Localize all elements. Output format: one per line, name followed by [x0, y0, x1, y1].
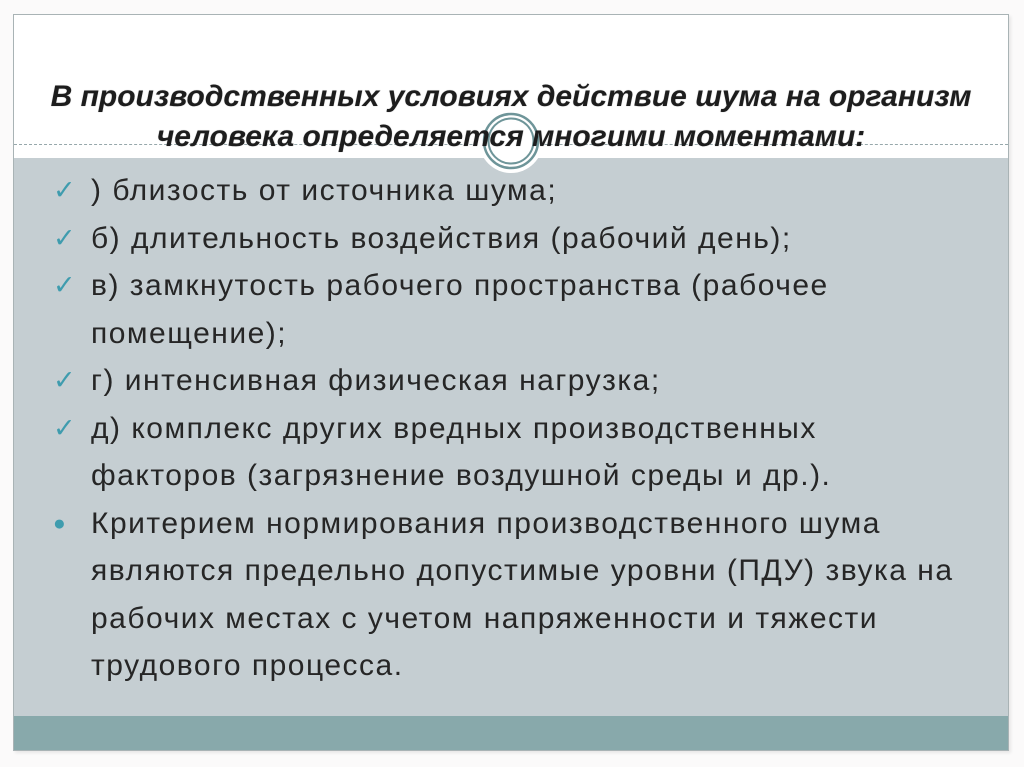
list-item — [53, 405, 968, 500]
checkmark-icon: ✓ — [53, 365, 76, 395]
bullet-text: Критерием нормирования производственного шума являются предельно допустимые уровни (ПДУ) звука на рабочих местах с учетом напряженности и тяжести трудового процесса. — [91, 506, 954, 682]
checkmark-icon: ✓ — [53, 175, 76, 205]
bullet-dot-icon: ● — [53, 511, 66, 535]
checkmark-icon: ✓ — [53, 412, 76, 443]
list-item — [53, 215, 968, 263]
bullet-text: в) замкнутость рабочего пространства (рабочее помещение); — [91, 269, 829, 350]
bullet-text: ) близость от источника шума; — [91, 174, 558, 207]
bullet-list — [53, 167, 968, 690]
checkmark-icon: ✓ — [53, 222, 76, 253]
list-item — [53, 357, 968, 405]
checkmark-icon: ✓ — [53, 270, 76, 300]
bottom-band — [14, 716, 1008, 751]
slide-title — [14, 77, 1008, 157]
bullet-text: б) длительность воздействия (рабочий день); — [91, 221, 792, 255]
bullet-text: д) комплекс других вредных производственных факторов (загрязнение воздушной среды и др.). — [91, 411, 832, 492]
slide-title-line2: человека определяется многими моментами: — [156, 120, 866, 153]
bullet-text: г) интенсивная физическая нагрузка; — [91, 364, 661, 397]
slide — [13, 14, 1009, 751]
list-item — [53, 500, 968, 690]
slide-title-line1: В производственных условиях действие шума на организм — [50, 80, 972, 113]
list-item — [53, 262, 968, 357]
list-item — [53, 167, 968, 215]
